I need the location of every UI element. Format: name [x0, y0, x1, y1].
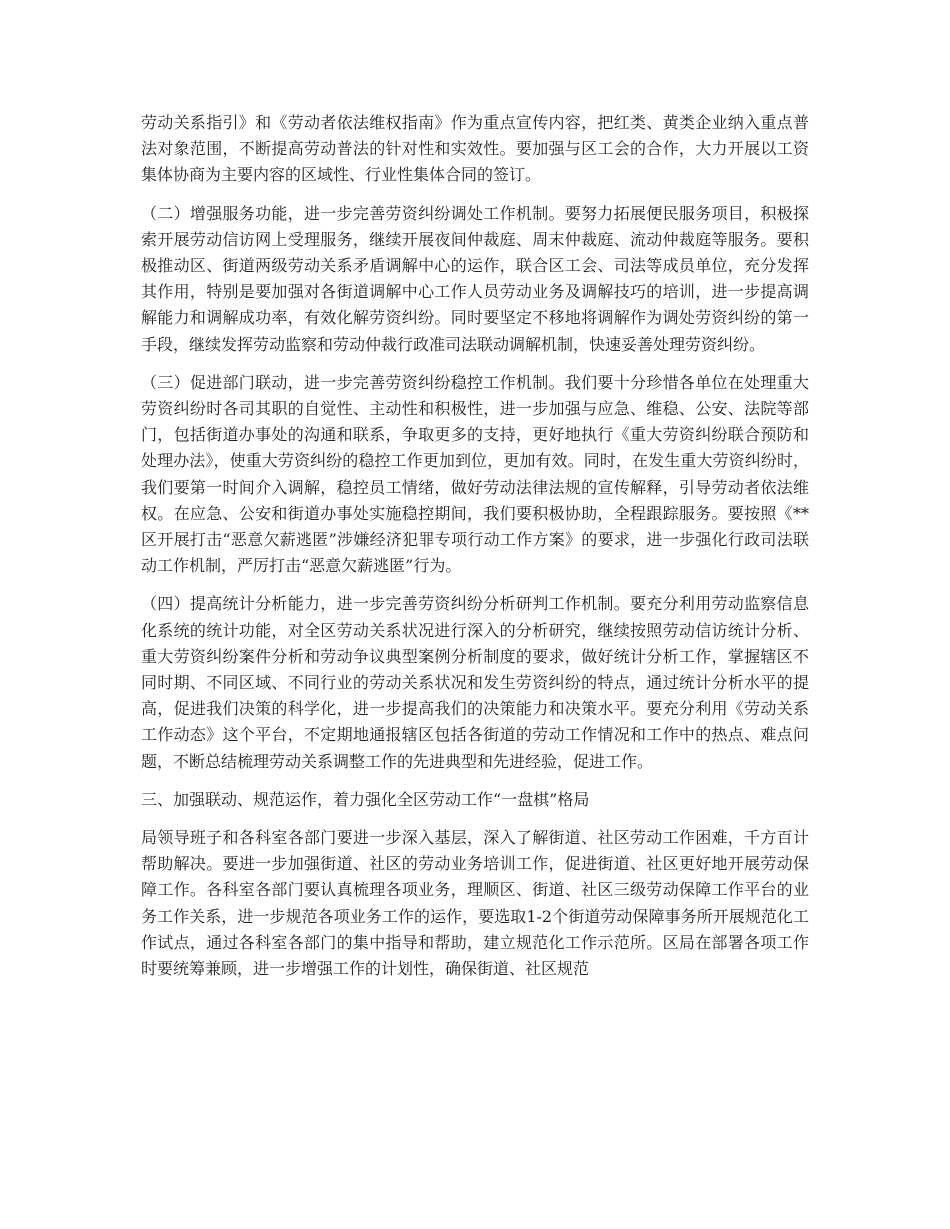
section-heading-three: 三、加强联动、规范运作，着力强化全区劳动工作“一盘棋”格局 — [141, 789, 590, 809]
paragraph-labor-publicity: 劳动关系指引》和《劳动者依法维权指南》作为重点宣传内容，把红类、黄类企业纳入重点普法对象范围，不断提高劳动普法的针对性和实效性。要加强与区工会的合作，大力开展以工资集体协商为主要内容的区域性、行业性集体合同的签订。 — [141, 113, 809, 185]
paragraph-grassroots-support: 局领导班子和各科室各部门要进一步深入基层，深入了解街道、社区劳动工作困难，千方百计帮助解决。要进一步加强街道、社区的劳动业务培训工作，促进街道、社区更好地开展劳动保障工作。各科室各部门要认真梳理各项业务，理顺区、街道、社区三级劳动保障工作平台的业务工作关系，进一步规范各项业务工作的运作，要选取1-2个街道劳动保障事务所开展规范化工作试点，通过各科室各部门的集中指导和帮助，建立规范化工作示范所。区局在部署各项工作时要统筹兼顾，进一步增强工作的计划性，确保街道、社区规范 — [141, 828, 809, 979]
document-body — [141, 110, 809, 994]
paragraph-statistical-analysis: （四）提高统计分析能力，进一步完善劳资纠纷分析研判工作机制。要充分利用劳动监察信息化系统的统计功能，对全区劳动关系状况进行深入的分析研究，继续按照劳动信访统计分析、重大劳资纠纷案件分析和劳动争议典型案例分析制度的要求，做好统计分析工作，掌握辖区不同时期、不同区域、不同行业的劳动关系状况和发生劳资纠纷的特点，通过统计分析水平的提高，促进我们决策的科学化，进一步提高我们的决策能力和决策水平。要充分利用《劳动关系工作动态》这个平台，不定期地通报辖区包括各街道的劳动工作情况和工作中的热点、难点问题，不断总结梳理劳动关系调整工作的先进典型和先进经验，促进工作。 — [141, 594, 809, 771]
paragraph-service-function: （二）增强服务功能，进一步完善劳资纠纷调处工作机制。要努力拓展便民服务项目，积极探索开展劳动信访网上受理服务，继续开展夜间仲裁庭、周末仲裁庭、流动仲裁庭等服务。要积极推动区、街道两级劳动关系矛盾调解中心的运作，联合区工会、司法等成员单位，充分发挥其作用，特别是要加强对各街道调解中心工作人员劳动业务及调解技巧的培训，进一步提高调解能力和调解成功率，有效化解劳资纠纷。同时要坚定不移地将调解作为调处劳资纠纷的第一手段，继续发挥劳动监察和劳动仲裁行政准司法联动调解机制，快速妥善处理劳资纠纷。 — [141, 203, 809, 354]
paragraph-department-linkage: （三）促进部门联动，进一步完善劳资纠纷稳控工作机制。我们要十分珍惜各单位在处理重大劳资纠纷时各司其职的自觉性、主动性和积极性，进一步加强与应急、维稳、公安、法院等部门，包括街道办事处的沟通和联系，争取更多的支持，更好地执行《重大劳资纠纷联合预防和处理办法》，使重大劳资纠纷的稳控工作更加到位，更加有效。同时，在发生重大劳资纠纷时，我们要第一时间介入调解，稳控员工情绪，做好劳动法律法规的宣传解释，引导劳动者依法维权。在应急、公安和街道办事处实施稳控期间，我们要积极协助，全程跟踪服务。要按照《**区开展打击“恶意欠薪逃匿”涉嫌经济犯罪专项行动工作方案》的要求，进一步强化行政司法联动工作机制，严厉打击“恶意欠薪逃匿”行为。 — [141, 372, 809, 576]
